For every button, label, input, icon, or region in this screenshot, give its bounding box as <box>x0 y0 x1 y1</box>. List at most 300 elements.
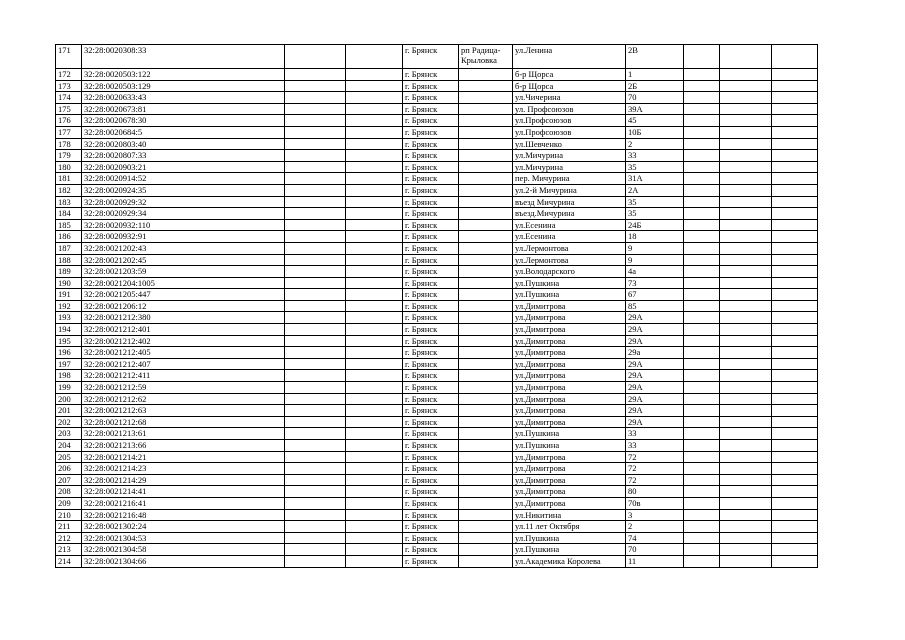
empty-cell <box>684 347 720 359</box>
empty-cell <box>720 416 772 428</box>
empty-cell <box>285 231 346 243</box>
empty-cell <box>346 289 403 301</box>
empty-cell <box>684 486 720 498</box>
empty-cell <box>772 242 818 254</box>
cadastral-number-cell: 32:28:0021214:29 <box>82 474 285 486</box>
cadastral-number-cell: 32:28:0021205:447 <box>82 289 285 301</box>
empty-cell <box>772 440 818 452</box>
empty-cell <box>772 161 818 173</box>
row-number-cell: 203 <box>56 428 82 440</box>
empty-cell <box>684 440 720 452</box>
table-row <box>56 115 818 127</box>
empty-cell <box>346 242 403 254</box>
empty-cell <box>346 544 403 556</box>
row-number-cell: 206 <box>56 463 82 475</box>
table-row <box>56 555 818 567</box>
empty-cell <box>684 335 720 347</box>
row-number-cell: 186 <box>56 231 82 243</box>
city-cell: г. Брянск <box>403 254 459 266</box>
empty-cell <box>720 173 772 185</box>
table-row <box>56 544 818 556</box>
empty-cell <box>346 208 403 220</box>
house-number-cell: 72 <box>626 451 684 463</box>
table-row <box>56 300 818 312</box>
street-cell: ул.Пушкина <box>513 544 626 556</box>
row-number-cell: 195 <box>56 335 82 347</box>
city-cell: г. Брянск <box>403 428 459 440</box>
house-number-cell: 29А <box>626 405 684 417</box>
cadastral-number-cell: 32:28:0021214:41 <box>82 486 285 498</box>
cadastral-number-cell: 32:28:0021203:59 <box>82 266 285 278</box>
house-number-cell: 80 <box>626 486 684 498</box>
city-cell: г. Брянск <box>403 347 459 359</box>
empty-cell <box>684 509 720 521</box>
street-cell: ул.Димитрова <box>513 416 626 428</box>
locality-cell <box>459 161 513 173</box>
table-row <box>56 370 818 382</box>
city-cell: г. Брянск <box>403 289 459 301</box>
empty-cell <box>772 335 818 347</box>
street-cell: ул.Пушкина <box>513 277 626 289</box>
table-row <box>56 173 818 185</box>
empty-cell <box>772 150 818 162</box>
empty-cell <box>285 428 346 440</box>
locality-cell <box>459 497 513 509</box>
empty-cell <box>346 463 403 475</box>
empty-cell <box>285 80 346 92</box>
row-number-cell: 210 <box>56 509 82 521</box>
table-body <box>56 45 818 568</box>
empty-cell <box>720 289 772 301</box>
street-cell: ул.Чичерина <box>513 92 626 104</box>
row-number-cell: 198 <box>56 370 82 382</box>
street-cell: ул.Никитина <box>513 509 626 521</box>
street-cell: ул.Димитрова <box>513 347 626 359</box>
empty-cell <box>684 80 720 92</box>
empty-cell <box>772 300 818 312</box>
row-number-cell: 209 <box>56 497 82 509</box>
city-cell: г. Брянск <box>403 208 459 220</box>
locality-cell <box>459 184 513 196</box>
empty-cell <box>720 150 772 162</box>
city-cell: г. Брянск <box>403 486 459 498</box>
empty-cell <box>684 231 720 243</box>
street-cell: ул.Пушкина <box>513 532 626 544</box>
cadastral-number-cell: 32:28:0021214:23 <box>82 463 285 475</box>
empty-cell <box>285 300 346 312</box>
cadastral-number-cell: 32:28:0021204:1005 <box>82 277 285 289</box>
locality-cell <box>459 115 513 127</box>
street-cell: ул.Димитрова <box>513 300 626 312</box>
row-number-cell: 173 <box>56 80 82 92</box>
row-number-cell: 177 <box>56 126 82 138</box>
street-cell: ул.Лермонтова <box>513 254 626 266</box>
city-cell: г. Брянск <box>403 497 459 509</box>
house-number-cell: 29А <box>626 312 684 324</box>
city-cell: г. Брянск <box>403 370 459 382</box>
city-cell: г. Брянск <box>403 138 459 150</box>
street-cell: ул.Мичурина <box>513 161 626 173</box>
row-number-cell: 188 <box>56 254 82 266</box>
empty-cell <box>346 173 403 185</box>
empty-cell <box>772 138 818 150</box>
empty-cell <box>346 312 403 324</box>
cadastral-number-cell: 32:28:0021212:62 <box>82 393 285 405</box>
street-cell: ул.Есенина <box>513 231 626 243</box>
locality-cell <box>459 544 513 556</box>
city-cell: г. Брянск <box>403 521 459 533</box>
table-row <box>56 242 818 254</box>
house-number-cell: 70 <box>626 92 684 104</box>
empty-cell <box>346 370 403 382</box>
empty-cell <box>285 532 346 544</box>
locality-cell <box>459 208 513 220</box>
city-cell: г. Брянск <box>403 126 459 138</box>
row-number-cell: 200 <box>56 393 82 405</box>
street-cell: ул.Димитрова <box>513 451 626 463</box>
cadastral-number-cell: 32:28:0020673:81 <box>82 103 285 115</box>
empty-cell <box>772 219 818 231</box>
row-number-cell: 202 <box>56 416 82 428</box>
empty-cell <box>720 92 772 104</box>
cadastral-number-cell: 32:28:0021214:21 <box>82 451 285 463</box>
empty-cell <box>346 184 403 196</box>
locality-cell <box>459 532 513 544</box>
house-number-cell: 24Б <box>626 219 684 231</box>
empty-cell <box>720 370 772 382</box>
empty-cell <box>346 254 403 266</box>
locality-cell <box>459 69 513 81</box>
empty-cell <box>772 312 818 324</box>
table-row <box>56 254 818 266</box>
city-cell: г. Брянск <box>403 300 459 312</box>
empty-cell <box>720 555 772 567</box>
table-row <box>56 474 818 486</box>
house-number-cell: 85 <box>626 300 684 312</box>
table-row <box>56 45 818 69</box>
empty-cell <box>346 358 403 370</box>
empty-cell <box>684 254 720 266</box>
empty-cell <box>772 254 818 266</box>
house-number-cell: 70 <box>626 544 684 556</box>
row-number-cell: 174 <box>56 92 82 104</box>
empty-cell <box>346 300 403 312</box>
city-cell: г. Брянск <box>403 45 459 69</box>
empty-cell <box>285 277 346 289</box>
row-number-cell: 172 <box>56 69 82 81</box>
empty-cell <box>720 347 772 359</box>
empty-cell <box>684 370 720 382</box>
empty-cell <box>346 231 403 243</box>
city-cell: г. Брянск <box>403 451 459 463</box>
empty-cell <box>720 532 772 544</box>
locality-cell: рп Радица-Крыловка <box>459 45 513 69</box>
table-row <box>56 92 818 104</box>
street-cell: ул.Димитрова <box>513 497 626 509</box>
street-cell: въезд.Мичурина <box>513 208 626 220</box>
row-number-cell: 184 <box>56 208 82 220</box>
empty-cell <box>684 521 720 533</box>
empty-cell <box>684 428 720 440</box>
cadastral-number-cell: 32:28:0021212:405 <box>82 347 285 359</box>
locality-cell <box>459 266 513 278</box>
city-cell: г. Брянск <box>403 242 459 254</box>
empty-cell <box>346 80 403 92</box>
empty-cell <box>346 115 403 127</box>
row-number-cell: 187 <box>56 242 82 254</box>
cadastral-number-cell: 32:28:0021212:380 <box>82 312 285 324</box>
empty-cell <box>720 544 772 556</box>
empty-cell <box>285 335 346 347</box>
locality-cell <box>459 300 513 312</box>
empty-cell <box>772 69 818 81</box>
empty-cell <box>772 184 818 196</box>
table-row <box>56 324 818 336</box>
empty-cell <box>346 92 403 104</box>
row-number-cell: 183 <box>56 196 82 208</box>
table-row <box>56 440 818 452</box>
table-row <box>56 80 818 92</box>
empty-cell <box>720 254 772 266</box>
empty-cell <box>772 173 818 185</box>
cadastral-number-cell: 32:28:0021304:66 <box>82 555 285 567</box>
empty-cell <box>772 126 818 138</box>
row-number-cell: 197 <box>56 358 82 370</box>
empty-cell <box>346 126 403 138</box>
locality-cell <box>459 347 513 359</box>
empty-cell <box>684 103 720 115</box>
empty-cell <box>720 196 772 208</box>
locality-cell <box>459 382 513 394</box>
row-number-cell: 207 <box>56 474 82 486</box>
city-cell: г. Брянск <box>403 69 459 81</box>
empty-cell <box>684 324 720 336</box>
cadastral-number-cell: 32:28:0021202:45 <box>82 254 285 266</box>
house-number-cell: 29А <box>626 416 684 428</box>
empty-cell <box>720 335 772 347</box>
empty-cell <box>285 126 346 138</box>
locality-cell <box>459 289 513 301</box>
city-cell: г. Брянск <box>403 440 459 452</box>
empty-cell <box>684 173 720 185</box>
empty-cell <box>772 428 818 440</box>
empty-cell <box>720 405 772 417</box>
street-cell: б-р Щорса <box>513 80 626 92</box>
empty-cell <box>684 150 720 162</box>
table-row <box>56 150 818 162</box>
cadastral-number-cell: 32:28:0021216:41 <box>82 497 285 509</box>
street-cell: ул.Есенина <box>513 219 626 231</box>
cadastral-number-cell: 32:28:0021302:24 <box>82 521 285 533</box>
empty-cell <box>285 196 346 208</box>
street-cell: въезд Мичурина <box>513 196 626 208</box>
house-number-cell: 9 <box>626 242 684 254</box>
empty-cell <box>772 532 818 544</box>
house-number-cell: 2 <box>626 138 684 150</box>
empty-cell <box>720 382 772 394</box>
empty-cell <box>772 486 818 498</box>
row-number-cell: 194 <box>56 324 82 336</box>
cadastral-number-cell: 32:28:0020308:33 <box>82 45 285 69</box>
empty-cell <box>346 324 403 336</box>
table-row <box>56 103 818 115</box>
city-cell: г. Брянск <box>403 277 459 289</box>
row-number-cell: 201 <box>56 405 82 417</box>
empty-cell <box>720 161 772 173</box>
house-number-cell: 2А <box>626 184 684 196</box>
cadastral-number-cell: 32:28:0020807:33 <box>82 150 285 162</box>
row-number-cell: 204 <box>56 440 82 452</box>
table-row <box>56 277 818 289</box>
empty-cell <box>772 416 818 428</box>
empty-cell <box>720 312 772 324</box>
empty-cell <box>346 451 403 463</box>
city-cell: г. Брянск <box>403 405 459 417</box>
empty-cell <box>772 277 818 289</box>
empty-cell <box>285 324 346 336</box>
empty-cell <box>720 474 772 486</box>
empty-cell <box>346 161 403 173</box>
empty-cell <box>684 451 720 463</box>
cadastral-number-cell: 32:28:0021212:401 <box>82 324 285 336</box>
street-cell: ул.Димитрова <box>513 463 626 475</box>
empty-cell <box>346 69 403 81</box>
empty-cell <box>346 440 403 452</box>
table-row <box>56 231 818 243</box>
locality-cell <box>459 277 513 289</box>
empty-cell <box>684 312 720 324</box>
city-cell: г. Брянск <box>403 463 459 475</box>
empty-cell <box>772 555 818 567</box>
locality-cell <box>459 103 513 115</box>
locality-cell <box>459 555 513 567</box>
city-cell: г. Брянск <box>403 115 459 127</box>
locality-cell <box>459 440 513 452</box>
cadastral-number-cell: 32:28:0020678:30 <box>82 115 285 127</box>
house-number-cell: 72 <box>626 474 684 486</box>
cadastral-number-cell: 32:28:0020929:34 <box>82 208 285 220</box>
city-cell: г. Брянск <box>403 474 459 486</box>
cadastral-number-cell: 32:28:0020914:52 <box>82 173 285 185</box>
house-number-cell: 18 <box>626 231 684 243</box>
cadastral-number-cell: 32:28:0020932:110 <box>82 219 285 231</box>
empty-cell <box>346 532 403 544</box>
locality-cell <box>459 335 513 347</box>
city-cell: г. Брянск <box>403 196 459 208</box>
empty-cell <box>720 184 772 196</box>
empty-cell <box>684 532 720 544</box>
empty-cell <box>772 521 818 533</box>
empty-cell <box>684 544 720 556</box>
row-number-cell: 189 <box>56 266 82 278</box>
street-cell: ул. Профсоюзов <box>513 103 626 115</box>
table-row <box>56 312 818 324</box>
house-number-cell: 11 <box>626 555 684 567</box>
empty-cell <box>346 150 403 162</box>
street-cell: ул.Димитрова <box>513 405 626 417</box>
empty-cell <box>346 416 403 428</box>
city-cell: г. Брянск <box>403 335 459 347</box>
row-number-cell: 182 <box>56 184 82 196</box>
house-number-cell: 29А <box>626 358 684 370</box>
empty-cell <box>346 103 403 115</box>
street-cell: ул.Димитрова <box>513 474 626 486</box>
empty-cell <box>720 69 772 81</box>
house-number-cell: 29А <box>626 370 684 382</box>
locality-cell <box>459 254 513 266</box>
empty-cell <box>285 289 346 301</box>
row-number-cell: 199 <box>56 382 82 394</box>
table-row <box>56 347 818 359</box>
empty-cell <box>285 347 346 359</box>
house-number-cell: 33 <box>626 440 684 452</box>
empty-cell <box>772 103 818 115</box>
cadastral-number-cell: 32:28:0021213:61 <box>82 428 285 440</box>
empty-cell <box>684 555 720 567</box>
empty-cell <box>720 115 772 127</box>
house-number-cell: 72 <box>626 463 684 475</box>
street-cell: ул.Димитрова <box>513 382 626 394</box>
row-number-cell: 185 <box>56 219 82 231</box>
empty-cell <box>285 509 346 521</box>
empty-cell <box>684 184 720 196</box>
house-number-cell: 33 <box>626 150 684 162</box>
city-cell: г. Брянск <box>403 266 459 278</box>
table-row <box>56 138 818 150</box>
empty-cell <box>772 289 818 301</box>
house-number-cell: 74 <box>626 532 684 544</box>
empty-cell <box>285 393 346 405</box>
empty-cell <box>346 509 403 521</box>
cadastral-number-cell: 32:28:0020633:43 <box>82 92 285 104</box>
table-row <box>56 416 818 428</box>
house-number-cell: 39А <box>626 103 684 115</box>
locality-cell <box>459 150 513 162</box>
empty-cell <box>285 45 346 69</box>
cadastral-number-cell: 32:28:0021216:48 <box>82 509 285 521</box>
table-row <box>56 428 818 440</box>
table-row <box>56 219 818 231</box>
empty-cell <box>285 254 346 266</box>
empty-cell <box>720 451 772 463</box>
empty-cell <box>684 161 720 173</box>
empty-cell <box>285 451 346 463</box>
empty-cell <box>684 416 720 428</box>
empty-cell <box>285 92 346 104</box>
street-cell: ул.Димитрова <box>513 486 626 498</box>
empty-cell <box>720 521 772 533</box>
street-cell: ул.Димитрова <box>513 393 626 405</box>
street-cell: ул.11 лет Октября <box>513 521 626 533</box>
row-number-cell: 196 <box>56 347 82 359</box>
street-cell: ул.Лермонтова <box>513 242 626 254</box>
row-number-cell: 180 <box>56 161 82 173</box>
city-cell: г. Брянск <box>403 231 459 243</box>
table-row <box>56 451 818 463</box>
locality-cell <box>459 428 513 440</box>
house-number-cell: 35 <box>626 196 684 208</box>
street-cell: ул.Пушкина <box>513 440 626 452</box>
empty-cell <box>772 231 818 243</box>
empty-cell <box>285 497 346 509</box>
empty-cell <box>346 497 403 509</box>
empty-cell <box>684 497 720 509</box>
empty-cell <box>720 324 772 336</box>
empty-cell <box>346 196 403 208</box>
empty-cell <box>346 486 403 498</box>
house-number-cell: 45 <box>626 115 684 127</box>
empty-cell <box>285 521 346 533</box>
